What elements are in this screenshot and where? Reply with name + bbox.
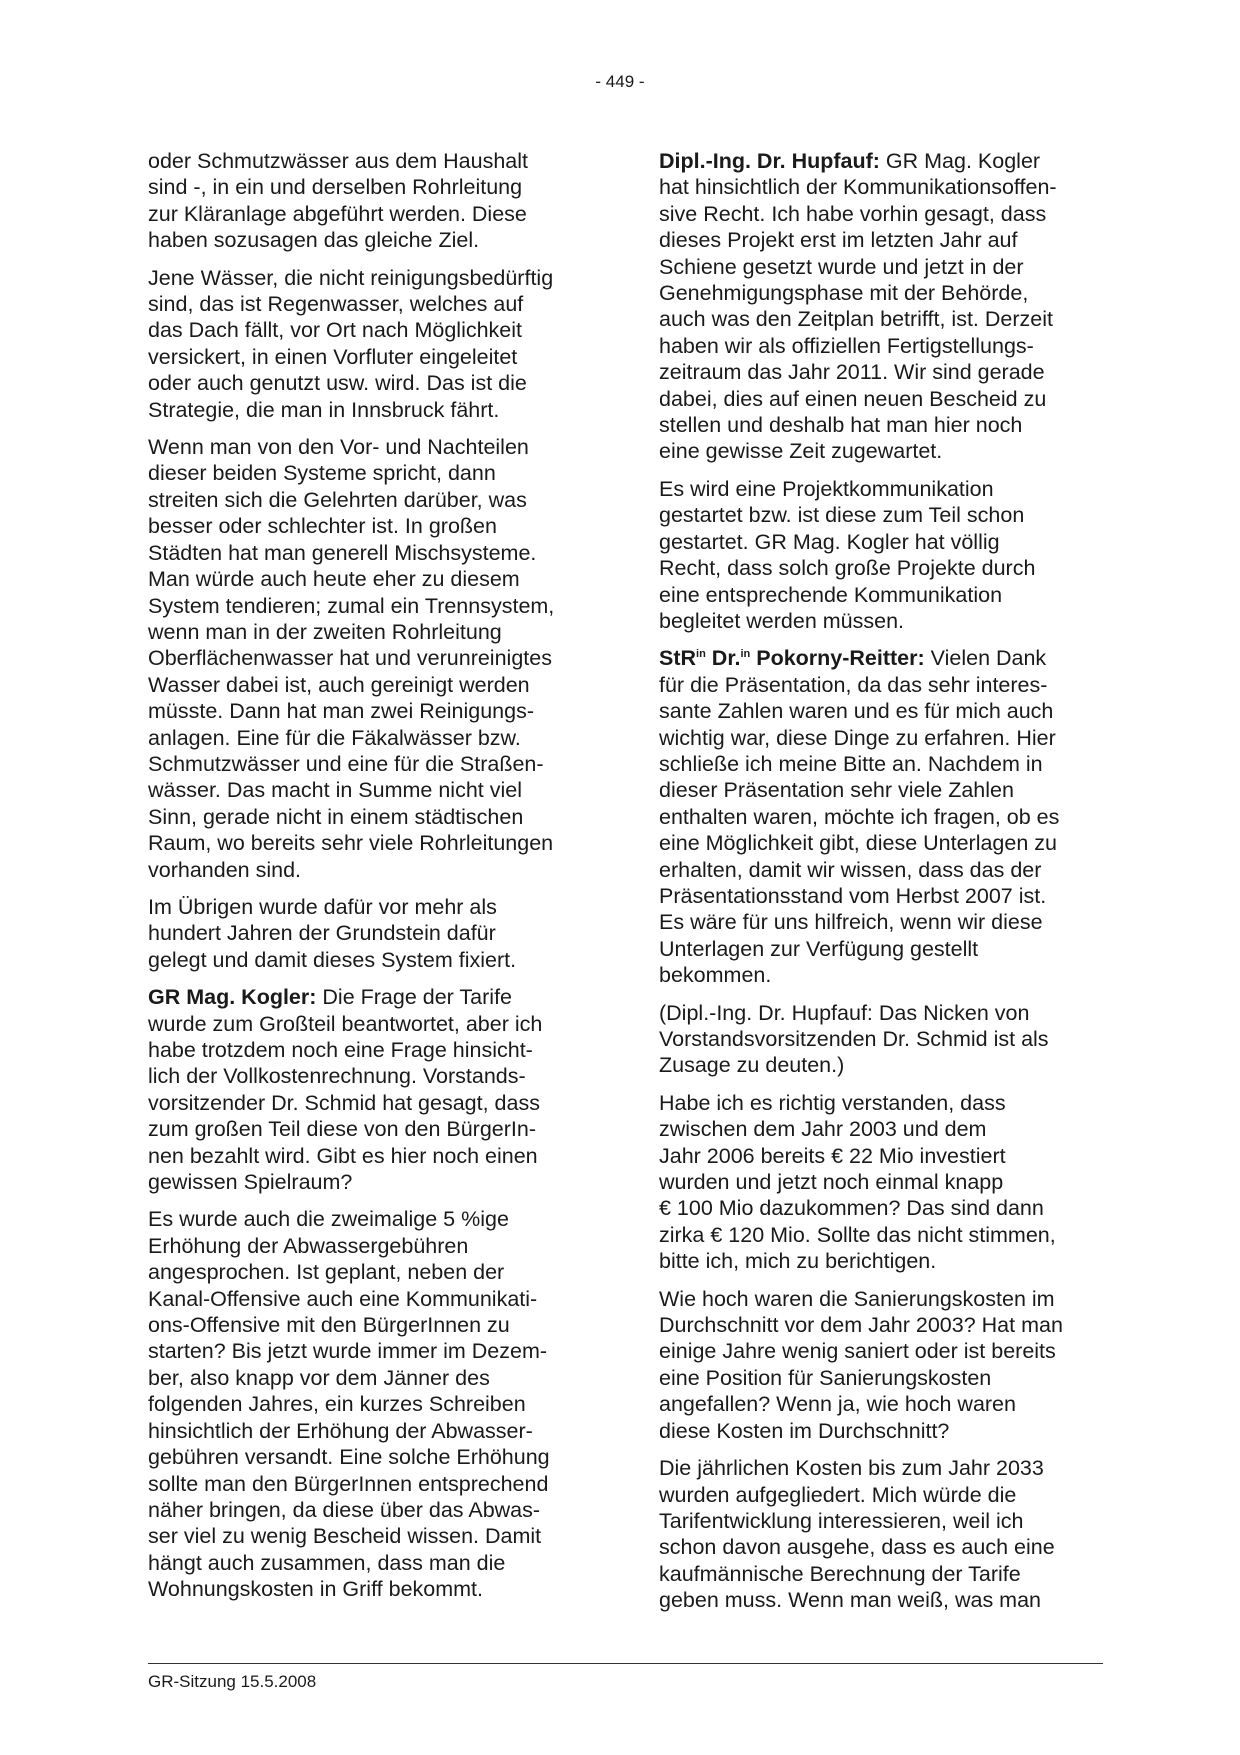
first-line: [148, 984, 588, 1010]
paragraph-interjection: [659, 1000, 1099, 1079]
text-line: nen bezahlt wird. Gibt es hier noch einen: [148, 1143, 538, 1168]
footer-session: GR-Sitzung 15.5.2008: [148, 1672, 317, 1691]
text-line: erhalten, damit wir wissen, dass das der: [659, 857, 1042, 882]
text-line: Präsentationsstand vom Herbst 2007 ist.: [659, 883, 1047, 908]
text-line: Wie hoch waren die Sanierungskosten im: [659, 1286, 1055, 1311]
text-line: einige Jahre wenig saniert oder ist bereits: [659, 1339, 1056, 1364]
text-line: Die jährlichen Kosten bis zum Jahr 2033: [659, 1456, 1044, 1481]
text-line: kaufmännische Berechnung der Tarife: [659, 1561, 1021, 1586]
first-line-text: Die Frage der Tarife: [316, 985, 513, 1010]
text-line: Tarifentwicklung interessieren, weil ich: [659, 1508, 1024, 1533]
text-line: Es wird eine Projektkommunikation: [659, 476, 994, 501]
page-number: - 449 -: [595, 72, 645, 91]
text-line: gestartet. GR Mag. Kogler hat völlig: [659, 529, 1000, 554]
text-line: sante Zahlen waren und es für mich auch: [659, 699, 1054, 724]
text-line: Schmutzwässer und eine für die Straßen-: [148, 751, 544, 776]
speaker-sup-a: in: [696, 648, 706, 661]
text-line: dieses Projekt erst im letzten Jahr auf: [659, 228, 1018, 253]
text-line: eine gewisse Zeit zugewartet.: [659, 439, 943, 464]
paragraph-pokorny-reitter: [659, 645, 1099, 988]
speaker-sup-b: in: [740, 648, 751, 661]
text-line: geben muss. Wenn man weiß, was man: [659, 1588, 1041, 1613]
text-line: gebühren versandt. Eine solche Erhöhung: [148, 1445, 550, 1470]
text-line: lich der Vollkostenrechnung. Vorstands-: [148, 1064, 526, 1089]
text-line: Jene Wässer, die nicht reinigungsbedürftig: [148, 265, 554, 290]
text-line: gewissen Spielraum?: [148, 1170, 353, 1195]
text-line: dieser Präsentation sehr viele Zahlen: [659, 778, 1014, 803]
first-line: [659, 148, 1099, 174]
text-line: wichtig war, diese Dinge zu erfahren. Hier: [659, 725, 1056, 750]
text-line: Genehmigungsphase mit der Behörde,: [659, 281, 1029, 306]
text-line: sind, das ist Regenwasser, welches auf: [148, 292, 524, 317]
text-line: dabei, dies auf einen neuen Bescheid zu: [659, 386, 1047, 411]
paragraph: [148, 265, 588, 423]
paragraph: [148, 434, 588, 883]
text-line: versickert, in einen Vorfluter eingeleitet: [148, 344, 518, 369]
text-line: besser oder schlechter ist. In großen: [148, 514, 497, 539]
text-line: Jahr 2006 bereits € 22 Mio investiert: [659, 1143, 1006, 1168]
text-line: hängt auch zusammen, dass man die: [148, 1550, 506, 1575]
speaker-name: Dipl.-Ing. Dr. Hupfauf:: [659, 149, 880, 173]
text-line: Sinn, gerade nicht in einem städtischen: [148, 804, 524, 829]
text-line: enthalten waren, möchte ich fragen, ob es: [659, 804, 1060, 829]
text-line: für die Präsentation, da das sehr interes-: [659, 672, 1048, 697]
text-line: Vorstandsvorsitzenden Dr. Schmid ist als: [659, 1027, 1049, 1051]
text-line: wurden und jetzt noch einmal knapp: [659, 1170, 1004, 1195]
text-line: Im Übrigen wurde dafür vor mehr als: [148, 894, 497, 919]
text-line: eine Möglichkeit gibt, diese Unterlagen zu: [659, 831, 1057, 856]
text-line: wässer. Das macht in Summe nicht viel: [148, 778, 522, 803]
text-line: begleitet werden müssen.: [659, 608, 905, 633]
paragraph-hupfauf: [659, 148, 1099, 465]
text-line: Unterlagen zur Verfügung gestellt: [659, 936, 979, 961]
text-line: vorsitzender Dr. Schmid hat gesagt, dass: [148, 1090, 540, 1115]
text-line: gelegt und damit dieses System fixiert.: [148, 947, 517, 972]
text-line: schon davon ausgehe, dass es auch eine: [659, 1535, 1055, 1560]
text-line: Man würde auch heute eher zu diesem: [148, 567, 520, 592]
text-line: zur Kläranlage abgeführt werden. Diese: [148, 201, 527, 226]
text-line: oder auch genutzt usw. wird. Das ist die: [148, 371, 527, 396]
text-line: eine Position für Sanierungskosten: [659, 1365, 992, 1390]
text-line: stellen und deshalb hat man hier noch: [659, 413, 1023, 438]
text-line: Wenn man von den Vor- und Nachteilen: [148, 435, 529, 460]
text-line: sind -, in ein und derselben Rohrleitung: [148, 175, 523, 200]
paragraph: [148, 894, 588, 973]
text-line: gestartet bzw. ist diese zum Teil schon: [659, 503, 1025, 528]
speaker-surname: Pokorny-Reitter:: [750, 646, 925, 671]
text-line: zwischen dem Jahr 2003 und dem: [659, 1117, 987, 1142]
text-line: wenn man in der zweiten Rohrleitung: [148, 619, 502, 644]
text-line: Raum, wo bereits sehr viele Rohrleitungen: [148, 831, 554, 856]
text-line: € 100 Mio dazukommen? Das sind dann: [659, 1196, 1044, 1221]
left-column: [148, 148, 588, 1614]
text-line: angesprochen. Ist geplant, neben der: [148, 1260, 505, 1285]
paragraph: [148, 148, 588, 254]
paragraph: [659, 1286, 1099, 1444]
text-line: Oberflächenwasser hat und verunreinigtes: [148, 646, 552, 671]
text-line: sive Recht. Ich habe vorhin gesagt, dass: [659, 201, 1047, 226]
footer-divider: [148, 1663, 1103, 1664]
text-line: Habe ich es richtig verstanden, dass: [659, 1090, 1006, 1115]
text-line: Recht, dass solch große Projekte durch: [659, 556, 1036, 581]
paragraph: [659, 1455, 1099, 1613]
text-line: das Dach fällt, vor Ort nach Möglichkeit: [148, 318, 523, 343]
text-line: haben wir als offiziellen Fertigstellungs-: [659, 333, 1034, 358]
text-line: dieser beiden Systeme spricht, dann: [148, 461, 496, 486]
text-line: bekommen.: [659, 963, 772, 988]
first-line: [659, 645, 1099, 671]
paragraph: [148, 1206, 588, 1602]
text-line: Wohnungskosten in Griff bekommt.: [148, 1577, 484, 1602]
text-line: zeitraum das Jahr 2011. Wir sind gerade: [659, 360, 1045, 385]
text-line: Erhöhung der Abwassergebühren: [148, 1233, 469, 1258]
text-line: Durchschnitt vor dem Jahr 2003? Hat man: [659, 1313, 1063, 1338]
text-line: (Dipl.-Ing. Dr. Hupfauf: Das Nicken von: [659, 1000, 1030, 1025]
text-line: müsste. Dann hat man zwei Reinigungs-: [148, 699, 534, 724]
text-line: wurde zum Großteil beantwortet, aber ich: [148, 1011, 543, 1036]
text-line: sollte man den BürgerInnen entsprechend: [148, 1471, 549, 1496]
text-line: ons-Offensive mit den BürgerInnen zu: [148, 1313, 510, 1338]
text-line: Zusage zu deuten.): [659, 1053, 845, 1078]
text-line: habe trotzdem noch eine Frage hinsicht-: [148, 1038, 533, 1062]
paragraph-kogler: [148, 984, 588, 1195]
text-line: Schiene gesetzt wurde und jetzt in der: [659, 254, 1024, 279]
text-line: wurden aufgegliedert. Mich würde die: [659, 1482, 1017, 1507]
speaker-name: GR Mag. Kogler:: [148, 985, 317, 1010]
text-line: eine entsprechende Kommunikation: [659, 582, 1003, 607]
text-line: hat hinsichtlich der Kommunikationsoffen-: [659, 175, 1057, 200]
text-line: Kanal-Offensive auch eine Kommunikati-: [148, 1286, 538, 1311]
text-line: Strategie, die man in Innsbruck fährt.: [148, 397, 500, 422]
paragraph: [659, 1090, 1099, 1275]
text-line: angefallen? Wenn ja, wie hoch waren: [659, 1392, 1016, 1417]
text-line: haben sozusagen das gleiche Ziel.: [148, 228, 480, 253]
text-line: Es wäre für uns hilfreich, wenn wir diese: [659, 910, 1043, 935]
text-line: hundert Jahren der Grundstein dafür: [148, 921, 496, 946]
speaker-name: [659, 646, 925, 670]
text-line: ber, also knapp vor dem Jänner des: [148, 1365, 490, 1390]
text-line: Es wurde auch die zweimalige 5 %ige: [148, 1207, 509, 1232]
text-line: Städten hat man generell Mischsysteme.: [148, 540, 537, 565]
right-column: [659, 148, 1099, 1625]
speaker-title-a: StR: [659, 646, 697, 671]
text-line: vorhanden sind.: [148, 857, 301, 882]
text-line: zirka € 120 Mio. Sollte das nicht stimmen,: [659, 1222, 1056, 1247]
paragraph: [659, 476, 1099, 634]
text-line: ser viel zu wenig Bescheid wissen. Damit: [148, 1524, 542, 1549]
text-line: folgenden Jahres, ein kurzes Schreiben: [148, 1392, 526, 1417]
text-line: schließe ich meine Bitte an. Nachdem in: [659, 751, 1043, 776]
first-line-text: Vielen Dank: [924, 646, 1047, 671]
first-line-text: GR Mag. Kogler: [879, 149, 1041, 173]
text-line: anlagen. Eine für die Fäkalwässer bzw.: [148, 725, 521, 750]
text-line: System tendieren; zumal ein Trennsystem,: [148, 593, 555, 618]
text-line: bitte ich, mich zu berichtigen.: [659, 1249, 937, 1274]
text-line: oder Schmutzwässer aus dem Haushalt: [148, 149, 529, 173]
text-line: hinsichtlich der Erhöhung der Abwasser-: [148, 1418, 533, 1443]
text-line: streiten sich die Gelehrten darüber, was: [148, 487, 527, 512]
text-line: näher bringen, da diese über das Abwas-: [148, 1497, 541, 1522]
text-line: zum großen Teil diese von den BürgerIn-: [148, 1117, 537, 1142]
text-line: Wasser dabei ist, auch gereinigt werden: [148, 672, 530, 697]
speaker-title-b: Dr.: [705, 646, 741, 671]
text-line: diese Kosten im Durchschnitt?: [659, 1418, 950, 1443]
text-line: auch was den Zeitplan betrifft, ist. Derzeit: [659, 307, 1053, 332]
text-line: starten? Bis jetzt wurde immer im Dezem-: [148, 1339, 548, 1364]
